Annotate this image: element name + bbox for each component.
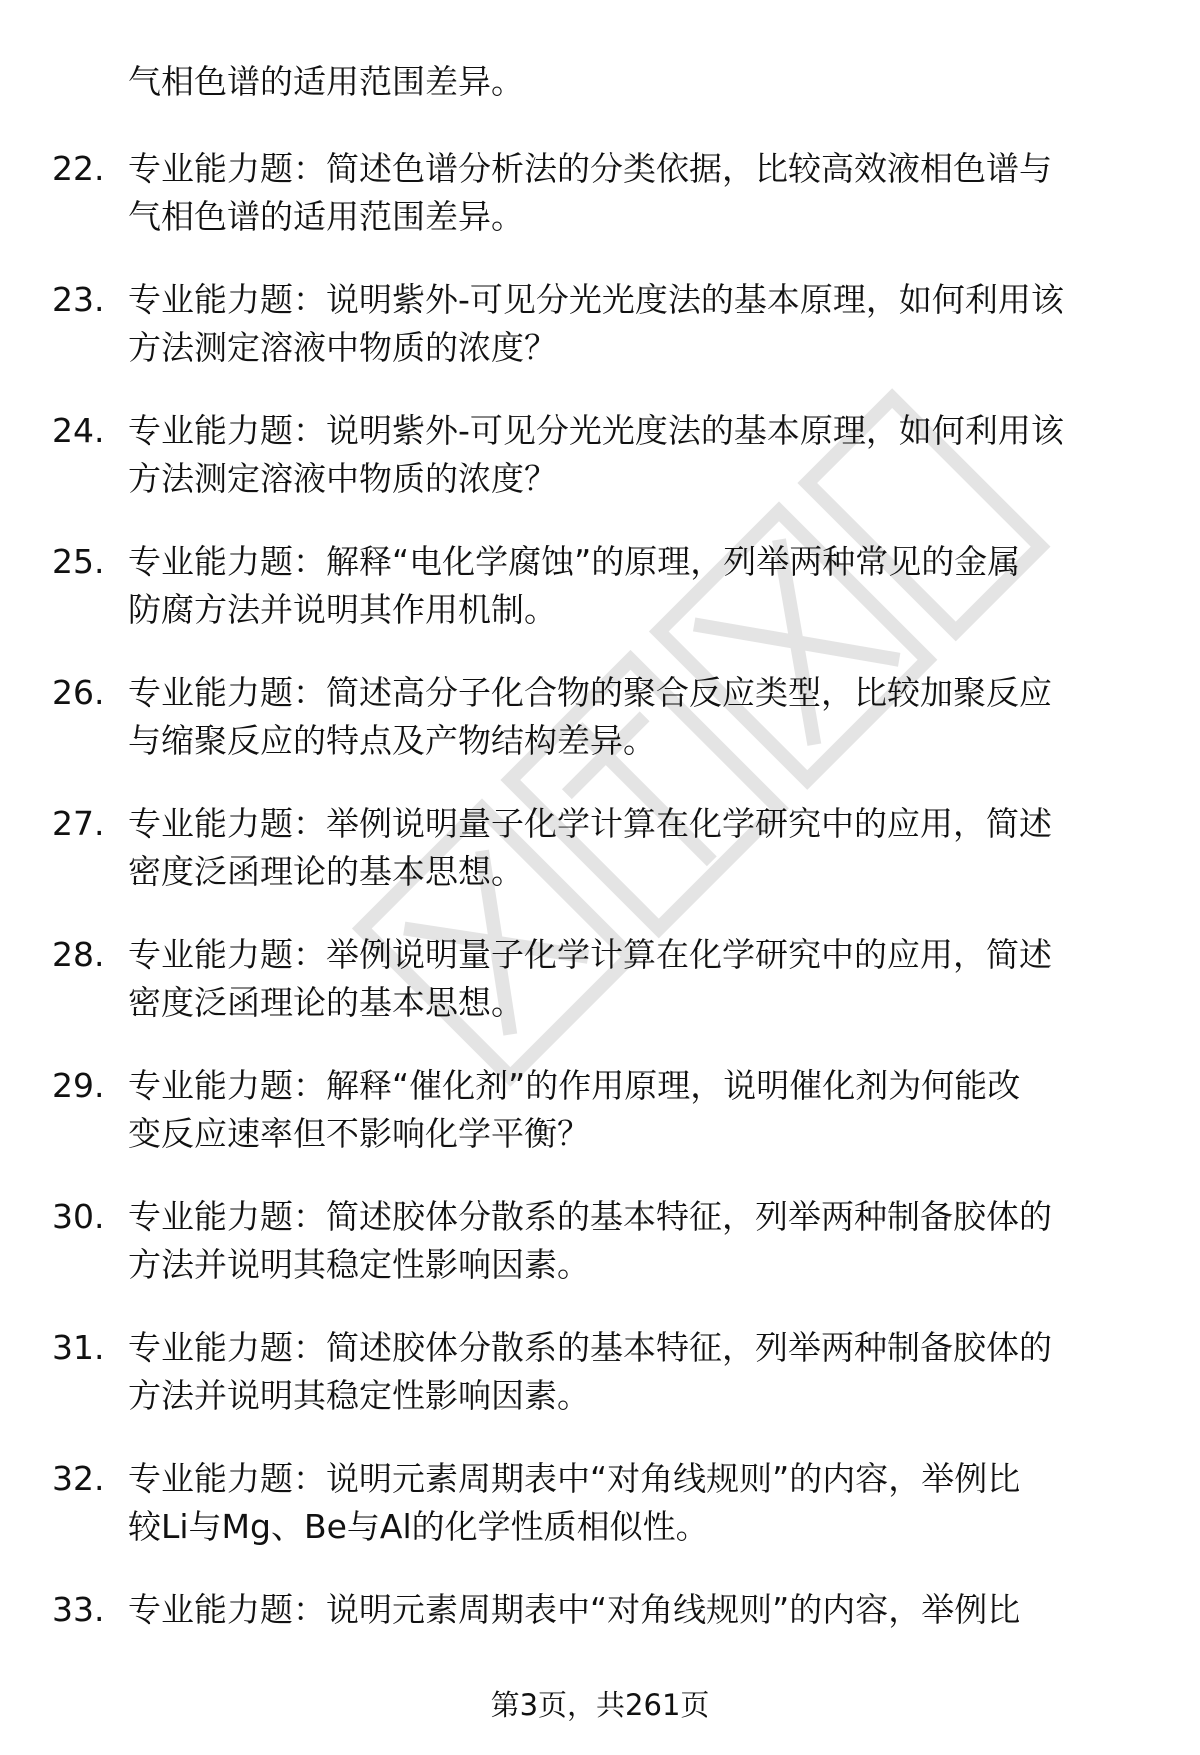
question-item — [0, 145, 1200, 276]
question-item — [0, 407, 1200, 538]
question-number: 23. — [52, 280, 105, 319]
question-item — [0, 538, 1200, 669]
question-number: 28. — [52, 935, 105, 974]
question-line: 变反应速率但不影响化学平衡？ — [128, 1114, 590, 1153]
question-number: 26. — [52, 673, 105, 712]
question-line: 气相色谱的适用范围差异。 — [128, 197, 524, 236]
question-number: 27. — [52, 804, 105, 843]
question-item — [0, 1455, 1200, 1586]
question-line: 方法测定溶液中物质的浓度？ — [128, 328, 557, 367]
question-text — [128, 1193, 1158, 1289]
question-line: 方法并说明其稳定性影响因素。 — [128, 1245, 590, 1284]
question-line: 专业能力题：解释“催化剂”的作用原理，说明催化剂为何能改 — [128, 1066, 1021, 1105]
question-text — [128, 276, 1158, 372]
question-text — [128, 145, 1158, 241]
question-number: 24. — [52, 411, 105, 450]
question-number: 25. — [52, 542, 105, 581]
question-line: 防腐方法并说明其作用机制。 — [128, 590, 557, 629]
question-line: 专业能力题：举例说明量子化学计算在化学研究中的应用，简述 — [128, 804, 1052, 843]
question-item — [0, 276, 1200, 407]
question-line: 专业能力题：说明紫外-可见分光光度法的基本原理，如何利用该 — [128, 411, 1064, 450]
question-text — [128, 1586, 1158, 1634]
question-line: 专业能力题：简述胶体分散系的基本特征，列举两种制备胶体的 — [128, 1197, 1052, 1236]
question-number: 22. — [52, 149, 105, 188]
question-line: 专业能力题：说明元素周期表中“对角线规则”的内容，举例比 — [128, 1590, 1021, 1629]
question-line: 与缩聚反应的特点及产物结构差异。 — [128, 721, 656, 760]
question-item — [0, 669, 1200, 800]
question-line: 专业能力题：说明紫外-可见分光光度法的基本原理，如何利用该 — [128, 280, 1064, 319]
question-text — [128, 1324, 1158, 1420]
question-item — [0, 931, 1200, 1062]
question-text — [128, 669, 1158, 765]
question-number: 31. — [52, 1328, 105, 1367]
question-line: 密度泛函理论的基本思想。 — [128, 852, 524, 891]
question-number: 30. — [52, 1197, 105, 1236]
question-text — [128, 1062, 1158, 1158]
question-line: 方法测定溶液中物质的浓度？ — [128, 459, 557, 498]
question-line: 专业能力题：举例说明量子化学计算在化学研究中的应用，简述 — [128, 935, 1052, 974]
question-line: 专业能力题：说明元素周期表中“对角线规则”的内容，举例比 — [128, 1459, 1021, 1498]
question-line: 较Li与Mg、Be与Al的化学性质相似性。 — [128, 1507, 709, 1546]
question-item — [0, 1062, 1200, 1193]
question-text — [128, 538, 1158, 634]
question-line: 专业能力题：简述高分子化合物的聚合反应类型，比较加聚反应 — [128, 673, 1052, 712]
question-text — [128, 407, 1158, 503]
question-line: 密度泛函理论的基本思想。 — [128, 983, 524, 1022]
question-line: 专业能力题：简述色谱分析法的分类依据，比较高效液相色谱与 — [128, 149, 1052, 188]
question-list — [0, 145, 1200, 1717]
question-number: 29. — [52, 1066, 105, 1105]
question-text — [128, 800, 1158, 896]
question-line: 专业能力题：解释“电化学腐蚀”的原理，列举两种常见的金属 — [128, 542, 1021, 581]
question-number: 32. — [52, 1459, 105, 1498]
question-line: 专业能力题：简述胶体分散系的基本特征，列举两种制备胶体的 — [128, 1328, 1052, 1367]
question-item — [0, 1324, 1200, 1455]
question-text — [128, 931, 1158, 1027]
page-number-footer: 第3页，共261页 — [490, 1688, 710, 1722]
question-item — [0, 1193, 1200, 1324]
question-number: 33. — [52, 1590, 105, 1629]
continued-question-text: 气相色谱的适用范围差异。 — [128, 62, 524, 101]
question-text — [128, 1455, 1158, 1551]
question-line: 方法并说明其稳定性影响因素。 — [128, 1376, 590, 1415]
question-item — [0, 800, 1200, 931]
